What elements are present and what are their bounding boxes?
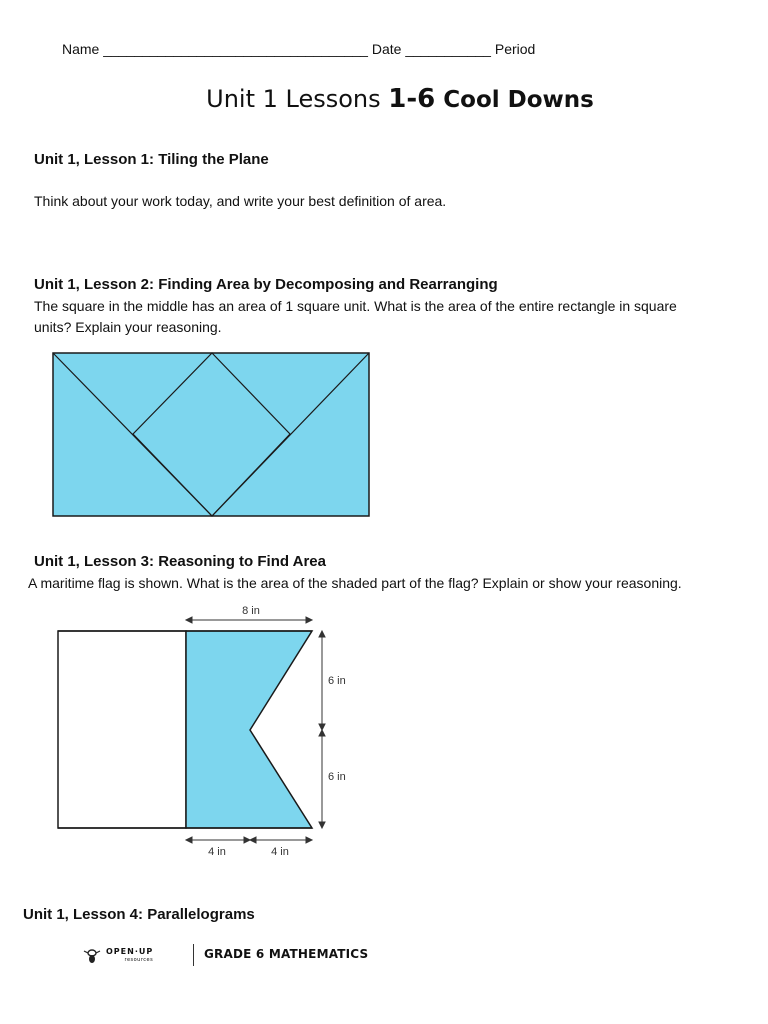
right-lower-dimension-label: 6 in	[328, 771, 346, 783]
footer-divider	[193, 944, 194, 966]
lesson-4-heading: Unit 1, Lesson 4: Parallelograms	[23, 906, 255, 923]
right-upper-dimension-label: 6 in	[328, 675, 346, 687]
right-dimension-arrows	[319, 631, 325, 828]
flag-outline	[58, 631, 186, 828]
lesson-2-heading: Unit 1, Lesson 2: Finding Area by Decomposing and Rearranging	[34, 276, 498, 293]
lesson-3-prompt: A maritime flag is shown. What is the area of the shaded part of the flag? Explain or show your reasoning.	[28, 575, 682, 591]
logo-text: OPEN·UP	[106, 947, 154, 956]
bottom-left-dimension-label: 4 in	[208, 846, 226, 858]
open-up-resources-logo	[82, 946, 153, 966]
top-dimension-arrow	[186, 617, 312, 623]
lesson-2-prompt-line-1: The square in the middle has an area of 1 square unit. What is the area of the entire rectangle in square	[34, 298, 677, 314]
bottom-right-dimension-label: 4 in	[271, 846, 289, 858]
lesson-1-heading: Unit 1, Lesson 1: Tiling the Plane	[34, 151, 269, 168]
lesson-3-heading: Unit 1, Lesson 3: Reasoning to Find Area	[34, 553, 326, 570]
logo-subtext: resources	[124, 957, 154, 963]
flag-shaded-region	[186, 631, 312, 828]
header-name-date-period: Name __________________________________ Date ___________ Period	[62, 41, 536, 57]
bottom-dimension-arrows	[186, 837, 312, 843]
bee-icon	[82, 946, 102, 966]
top-dimension-label: 8 in	[242, 605, 260, 617]
lesson-2-prompt-line-2: units? Explain your reasoning.	[34, 319, 222, 335]
title-part-1: Unit 1 Lessons	[206, 85, 389, 113]
title-part-2: 1-6	[388, 84, 436, 114]
footer-grade-label: GRADE 6 MATHEMATICS	[204, 947, 369, 961]
title-part-3: Cool Downs	[435, 87, 594, 113]
lesson-1-prompt: Think about your work today, and write your best definition of area.	[34, 193, 447, 209]
